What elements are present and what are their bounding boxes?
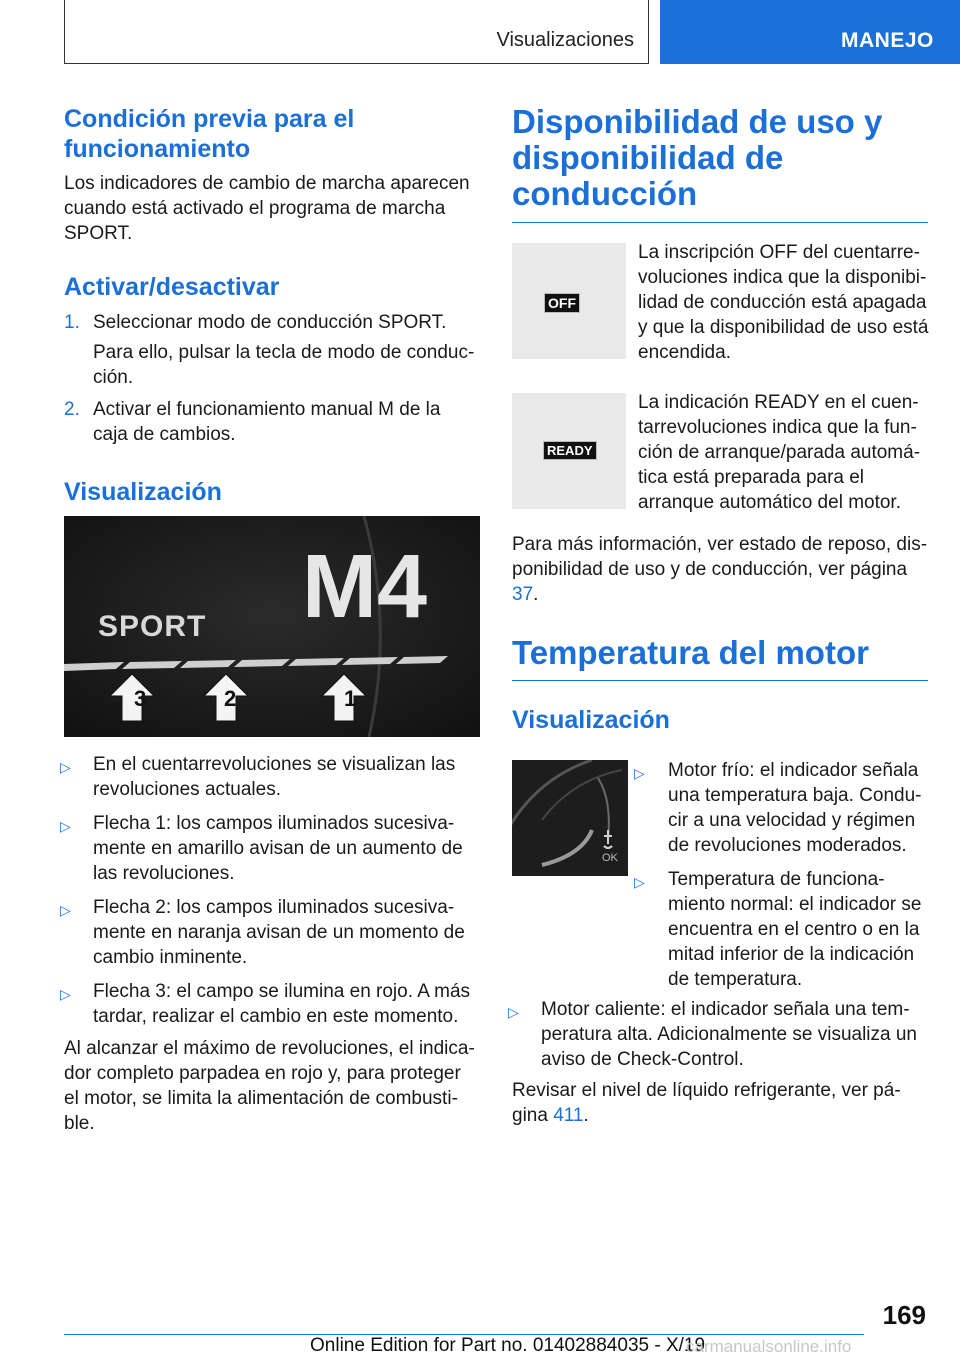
bullet-item [60, 895, 480, 970]
page-link-411[interactable]: 411 [553, 1105, 584, 1126]
bullet-item [634, 758, 930, 858]
triangle-bullet-icon: ▷ [60, 759, 71, 775]
heading-temperature: Temperatura del motor [512, 634, 869, 671]
watermark: carmanualsonline.info [686, 1337, 852, 1356]
bullet-text: Flecha 3: el campo se ilumina en rojo. A más tardar, realizar el cambio en este momento. [93, 981, 471, 1027]
right-column-middle [512, 532, 928, 735]
triangle-bullet-icon: ▷ [60, 986, 71, 1002]
heading-activate: Activar/desactivar [64, 273, 280, 301]
triangle-bullet-icon: ▷ [634, 874, 645, 890]
final-paragraph: Al alcanzar el máximo de revoluciones, el indicador completo parpadea en rojo y, para proteger el motor, se limita la alimentación de combustible. [64, 1038, 475, 1134]
page-number: 169 [882, 1300, 926, 1330]
heading-availability: Disponibilidad de uso y disponibilidad de conducción [512, 103, 883, 212]
sport-label: SPORT [98, 610, 207, 643]
coolant-text [512, 1078, 928, 1128]
more-info-suffix: . [533, 584, 539, 605]
bullet-item [60, 752, 480, 802]
bullet-item [508, 997, 928, 1072]
temperature-bullets [634, 758, 930, 992]
off-image [512, 243, 626, 359]
gear-label: M4 [302, 537, 428, 637]
coolant-prefix: Revisar el nivel de líquido refrigerante, ver página [512, 1080, 901, 1126]
steps-list [64, 310, 480, 447]
more-info-prefix: Para más información, ver estado de reposo, disponibilidad de uso y de conducción, ver página [512, 534, 928, 580]
shift-indicator-image [64, 516, 480, 737]
triangle-bullet-icon: ▷ [60, 902, 71, 918]
ready-text: La indicación READY en el cuentarrevoluciones indica que la función de arranque/parada automática está preparada para el arranque automático del motor. [638, 392, 921, 513]
triangle-bullet-icon: ▷ [508, 1004, 519, 1020]
step-2 [64, 397, 480, 447]
off-label: OFF [544, 293, 580, 313]
bullet-text: Temperatura de funcionamiento normal: el indicador se encuentra en el centro o en la mitad inferior de la indicación de temperatura. [668, 869, 922, 990]
more-info-text [512, 532, 928, 607]
bullet-item [634, 867, 930, 992]
gauge-ok-label: OK [602, 852, 618, 864]
footer-edition: Online Edition for Part no. 01402884035 - X/19 [310, 1335, 706, 1356]
section-title: Visualizaciones [496, 29, 634, 51]
bullet-text: Motor frío: el indicador señala una temperatura baja. Conducir a una velocidad y régimen de revoluciones moderados. [668, 760, 922, 856]
temperature-gauge-image [512, 760, 628, 876]
bullet-text: Flecha 2: los campos iluminados sucesivamente en naranja avisan de un momento de cambio inminente. [93, 897, 465, 968]
heading-rule [512, 680, 928, 681]
heading-precondition: Condición previa para el funcionamiento [64, 105, 355, 163]
step-subtext: Para ello, pulsar la tecla de modo de conducción. [93, 342, 475, 388]
arrow-number-3: 3 [134, 686, 147, 711]
arrow-number-1: 1 [344, 686, 357, 711]
off-text: La inscripción OFF del cuentarrevoluciones indica que la disponibilidad de conducción está apagada y que la disponibilidad de uso está encendida. [638, 242, 929, 363]
heading-display: Visualización [64, 478, 222, 506]
bullet-text: En el cuentarrevoluciones se visualizan las revoluciones actuales. [93, 754, 456, 800]
chapter-tab: MANEJO [660, 0, 960, 64]
step-1 [64, 310, 480, 390]
triangle-bullet-icon: ▷ [60, 818, 71, 834]
step-text: Seleccionar modo de conducción SPORT. [93, 312, 447, 333]
right-column [512, 104, 928, 223]
bullet-text: Flecha 1: los campos iluminados sucesivamente en amarillo avisan de un aumento de las revoluciones. [93, 813, 463, 884]
ready-image [512, 393, 626, 509]
bullet-text: Motor caliente: el indicador señala una temperatura alta. Adicionalmente se visualiza un aviso de Check-Control. [541, 999, 918, 1070]
triangle-bullet-icon: ▷ [634, 765, 645, 781]
arrow-number-2: 2 [224, 686, 237, 711]
step-number: 1. [64, 312, 80, 333]
heading-rule [512, 222, 928, 223]
left-column [64, 104, 480, 507]
step-number: 2. [64, 399, 80, 420]
ready-label: READY [543, 441, 597, 460]
step-text: Activar el funcionamiento manual M de la caja de cambios. [93, 399, 441, 445]
left-column-lower [60, 752, 480, 1136]
right-column-lower [508, 997, 928, 1128]
page-link-37[interactable]: 37 [512, 584, 534, 605]
heading-display-temp: Visualización [512, 706, 670, 734]
bullet-item [60, 811, 480, 886]
bullet-item [60, 979, 480, 1029]
coolant-suffix: . [583, 1105, 589, 1126]
precondition-text: Los indicadores de cambio de marcha aparecen cuando está activado el programa de marcha SPORT. [64, 173, 470, 244]
